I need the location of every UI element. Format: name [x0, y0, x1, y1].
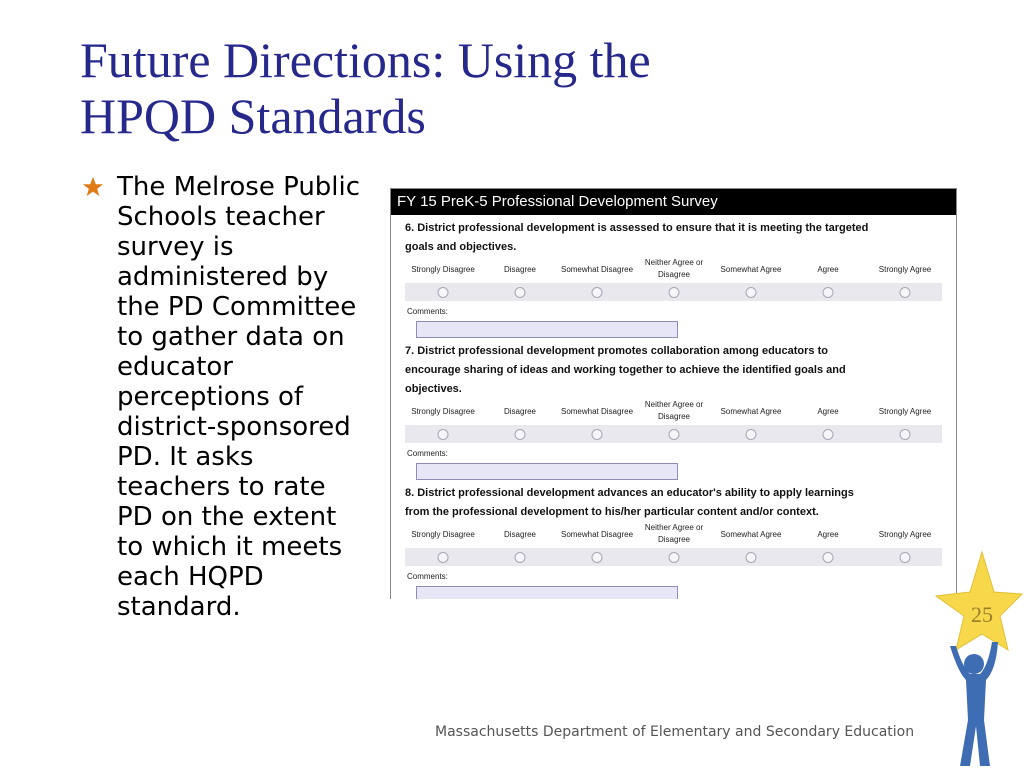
comments-input[interactable] — [416, 321, 678, 338]
question-line: 6. District professional development is assessed to ensure that it is meeting the targeted — [405, 222, 869, 234]
page-number: 25 — [971, 602, 993, 627]
option-label: Disagree — [503, 265, 537, 274]
option-label: Strongly Agree — [878, 530, 932, 539]
rating-radio-row — [405, 548, 942, 566]
radio-somewhat-disagree[interactable] — [592, 429, 603, 440]
question-text — [405, 219, 946, 257]
star-person-icon — [928, 550, 1024, 768]
option-label: Neither Agree or Disagree — [644, 258, 704, 279]
option-label: Neither Agree or Disagree — [644, 523, 704, 544]
comments-label: Comments: — [407, 449, 448, 458]
radio-neither[interactable] — [669, 552, 680, 563]
question-line: 8. District professional development advances an educator's ability to apply learnings — [405, 487, 854, 499]
question-line: objectives. — [405, 383, 462, 395]
radio-neither[interactable] — [669, 429, 680, 440]
bullet-line: perceptions of — [117, 382, 304, 412]
bullet-line: the PD Committee — [117, 292, 357, 322]
bullet-text — [117, 172, 382, 622]
radio-somewhat-agree[interactable] — [746, 287, 757, 298]
option-label: Strongly Disagree — [411, 530, 475, 539]
radio-agree[interactable] — [823, 287, 834, 298]
question-line: goals and objectives. — [405, 241, 517, 253]
comments-label: Comments: — [407, 307, 448, 316]
radio-disagree[interactable] — [515, 429, 526, 440]
radio-strongly-agree[interactable] — [900, 429, 911, 440]
bullet-line: standard. — [117, 592, 241, 622]
option-label: Agree — [817, 265, 839, 274]
bullet-line: each HQPD — [117, 562, 264, 592]
slide-title-line-2: HPQD Standards — [80, 88, 426, 144]
bullet-line: administered by — [117, 262, 329, 292]
question-text — [405, 484, 946, 522]
question-line: from the professional development to his/her particular content and/or context. — [405, 506, 819, 518]
bullet-line: to gather data on — [117, 322, 345, 352]
question-line: 7. District professional development promotes collaboration among educators to — [405, 345, 828, 357]
comments-input[interactable] — [416, 586, 678, 599]
bullet-line: to which it meets — [117, 532, 343, 562]
survey-question-6 — [391, 219, 956, 338]
star-bullet-icon — [82, 176, 104, 198]
survey-question-7 — [391, 342, 956, 480]
survey-question-8 — [391, 484, 956, 599]
radio-disagree[interactable] — [515, 287, 526, 298]
rating-scale-labels — [391, 257, 956, 283]
option-label: Somewhat Agree — [720, 265, 782, 274]
option-label: Neither Agree or Disagree — [644, 400, 704, 421]
option-label: Strongly Agree — [878, 407, 932, 416]
survey-title: FY 15 PreK-5 Professional Development Survey — [391, 189, 956, 215]
radio-strongly-agree[interactable] — [900, 287, 911, 298]
bullet-line: PD on the extent — [117, 502, 337, 532]
bullet-line: survey is — [117, 232, 234, 262]
option-label: Somewhat Disagree — [560, 530, 634, 539]
radio-agree[interactable] — [823, 429, 834, 440]
slide-title-line-1: Future Directions: Using the — [80, 32, 651, 88]
comments-input[interactable] — [416, 463, 678, 480]
radio-agree[interactable] — [823, 552, 834, 563]
option-label: Strongly Agree — [878, 265, 932, 274]
bullet-line: teachers to rate — [117, 472, 326, 502]
option-label: Agree — [817, 407, 839, 416]
radio-strongly-disagree[interactable] — [438, 552, 449, 563]
survey-screenshot — [390, 188, 957, 599]
radio-somewhat-disagree[interactable] — [592, 287, 603, 298]
option-label: Somewhat Agree — [720, 530, 782, 539]
option-label: Strongly Disagree — [411, 407, 475, 416]
question-line: encourage sharing of ideas and working together to achieve the identified goals and — [405, 364, 846, 376]
rating-radio-row — [405, 425, 942, 443]
radio-somewhat-agree[interactable] — [746, 429, 757, 440]
question-text — [405, 342, 946, 399]
option-label: Disagree — [503, 530, 537, 539]
bullet-line: educator — [117, 352, 233, 382]
radio-strongly-disagree[interactable] — [438, 287, 449, 298]
option-label: Strongly Disagree — [411, 265, 475, 274]
radio-disagree[interactable] — [515, 552, 526, 563]
radio-neither[interactable] — [669, 287, 680, 298]
slide-title — [80, 32, 840, 144]
radio-somewhat-disagree[interactable] — [592, 552, 603, 563]
rating-scale-labels — [391, 399, 956, 425]
radio-somewhat-agree[interactable] — [746, 552, 757, 563]
option-label: Somewhat Disagree — [560, 407, 634, 416]
footer-text: Massachusetts Department of Elementary and Secondary Education — [435, 724, 915, 740]
option-label: Agree — [817, 530, 839, 539]
comments-label: Comments: — [407, 572, 448, 581]
bullet-line: The Melrose Public — [117, 172, 361, 202]
option-label: Somewhat Agree — [720, 407, 782, 416]
bullet-line: Schools teacher — [117, 202, 325, 232]
bullet-line: district-sponsored — [117, 412, 351, 442]
rating-radio-row — [405, 283, 942, 301]
bullet-line: PD. It asks — [117, 442, 254, 472]
radio-strongly-disagree[interactable] — [438, 429, 449, 440]
option-label: Somewhat Disagree — [560, 265, 634, 274]
radio-strongly-agree[interactable] — [900, 552, 911, 563]
option-label: Disagree — [503, 407, 537, 416]
rating-scale-labels — [391, 522, 956, 548]
